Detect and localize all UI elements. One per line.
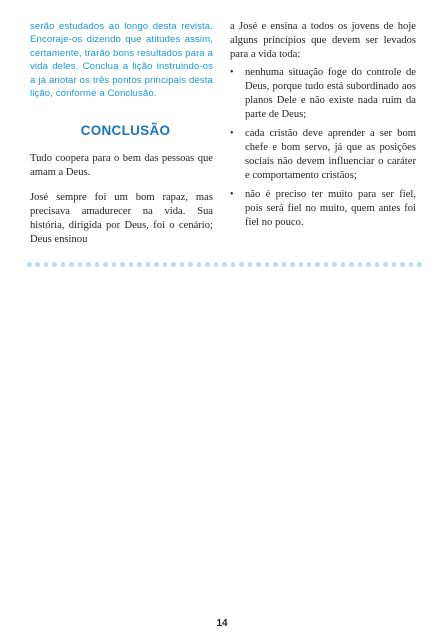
list-item-text: cada cristão deve aprender a ser bom chefe e bom servo, já que as posições sociais não devem influenciar o caráter e comportamento cristãos;: [245, 128, 416, 181]
divider-dot: [349, 262, 354, 267]
divider-dot: [120, 262, 125, 267]
divider-dot: [188, 262, 193, 267]
conclusion-paragraph-2: José sempre foi um bom rapaz, mas precisava amadurecer na vida. Sua história, dirigida por Deus, foi o cenário; Deus ensinou: [30, 192, 213, 246]
left-column: [30, 20, 213, 247]
divider-dot: [231, 262, 236, 267]
divider-dot: [103, 262, 108, 267]
divider-dot: [290, 262, 295, 267]
principles-intro: a José e ensina a todos os jovens de hoje alguns princípios que devem ser levados para a vida toda:: [230, 21, 416, 60]
divider-dot: [417, 262, 422, 267]
divider-dot: [409, 262, 414, 267]
divider-dot: [332, 262, 337, 267]
principles-list: [230, 66, 416, 230]
divider-dot: [35, 262, 40, 267]
divider-dot: [315, 262, 320, 267]
divider-dot: [146, 262, 151, 267]
conclusion-paragraph-1: Tudo coopera para o bem das pessoas que amam a Deus.: [30, 153, 213, 179]
divider-dot: [375, 262, 380, 267]
divider-dot: [197, 262, 202, 267]
list-item-text: nenhuma situação foge do controle de Deus, porque tudo está subordinado aos planos Dele e não existe nada ruim da parte de Deus;: [245, 67, 416, 120]
list-item: [230, 127, 416, 183]
divider-dot: [383, 262, 388, 267]
divider-dot: [78, 262, 83, 267]
divider-dot: [256, 262, 261, 267]
list-item-text: não é preciso ter muito para ser fiel, pois será fiel no muito, quem antes foi fiel no pouco.: [245, 189, 416, 228]
divider-dot: [86, 262, 91, 267]
divider-dot: [163, 262, 168, 267]
divider-dot: [222, 262, 227, 267]
bullet-icon: •: [230, 189, 234, 200]
bullet-icon: •: [230, 67, 234, 78]
divider-dot: [239, 262, 244, 267]
divider-dot: [392, 262, 397, 267]
divider-dot: [171, 262, 176, 267]
divider-dot: [307, 262, 312, 267]
conclusion-heading: CONCLUSÃO: [80, 123, 171, 139]
divider-dot: [400, 262, 405, 267]
bullet-icon: •: [230, 128, 234, 139]
divider-dot: [366, 262, 371, 267]
divider-dot: [214, 262, 219, 267]
list-item: [230, 66, 416, 122]
divider-dot: [358, 262, 363, 267]
divider-dot: [154, 262, 159, 267]
divider-dot: [61, 262, 66, 267]
divider-dot: [27, 262, 32, 267]
page-number: 14: [216, 618, 228, 629]
divider-dot: [44, 262, 49, 267]
divider-dot: [273, 262, 278, 267]
dotted-divider: [27, 262, 422, 268]
divider-dot: [112, 262, 117, 267]
divider-dot: [95, 262, 100, 267]
list-item: [230, 188, 416, 230]
right-column: [230, 20, 416, 235]
divider-dot: [265, 262, 270, 267]
divider-dot: [180, 262, 185, 267]
divider-dot: [69, 262, 74, 267]
divider-dot: [129, 262, 134, 267]
divider-dot: [205, 262, 210, 267]
divider-dot: [137, 262, 142, 267]
divider-dot: [52, 262, 57, 267]
divider-dot: [248, 262, 253, 267]
divider-dot: [299, 262, 304, 267]
divider-dot: [282, 262, 287, 267]
divider-dot: [341, 262, 346, 267]
divider-dot: [324, 262, 329, 267]
teacher-instruction-text: serão estudados ao longo desta revista. Encorajе-os dizendo que atitudes assim, certamente, trarão bons resultados para a vida deles. Conclua a lição instruindo-os a já anotar os três pontos principais desta lição, conforme a Conclusão.: [30, 21, 213, 100]
